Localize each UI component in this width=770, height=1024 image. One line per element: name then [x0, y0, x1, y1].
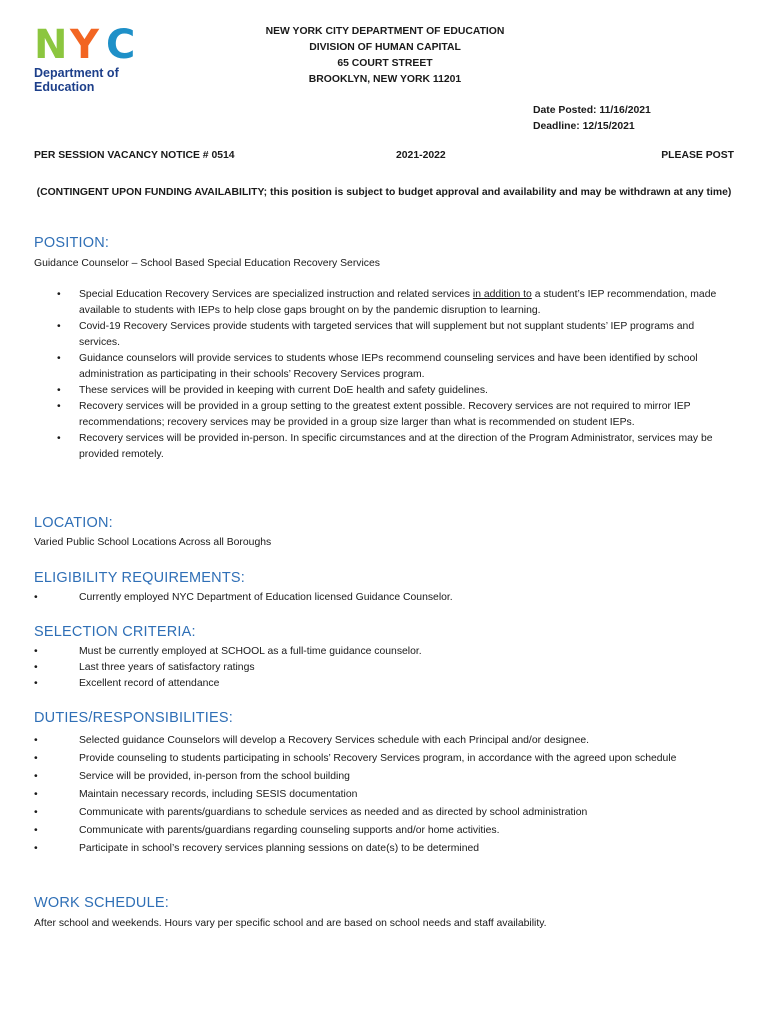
- logo-letter-n: N: [34, 22, 68, 68]
- eligibility-bullets: [34, 590, 734, 606]
- location-text: Varied Public School Locations Across all Boroughs: [34, 537, 272, 548]
- list-item: • Provide counseling to students participating in schools’ Recovery Services program, in accordance with the agreed upon schedule: [34, 751, 734, 767]
- logo-line-1: Department of: [34, 66, 119, 80]
- duties-heading: DUTIES/RESPONSIBILITIES:: [34, 710, 233, 726]
- position-bullet: [57, 351, 732, 383]
- notice-number: PER SESSION VACANCY NOTICE # 0514: [34, 150, 235, 161]
- bullet-text: Recovery services will be provided in-person. In specific circumstances and at the direction of the Program Administrator, services may be provided remotely.: [79, 433, 713, 460]
- schedule-heading: WORK SCHEDULE:: [34, 895, 169, 911]
- list-item: • Communicate with parents/guardians regarding counseling supports and/or home activities.: [34, 823, 734, 839]
- header-line-2: DIVISION OF HUMAN CAPITAL: [309, 42, 461, 53]
- header-line-4: BROOKLYN, NEW YORK 11201: [308, 74, 462, 85]
- bullet-text: Recovery services will be provided in a group setting to the greatest extent possible. Recovery services are not required to mirror IEP recommendations; recovery services may be provided in a group size larger than what is recommended on student IEPs.: [79, 401, 691, 428]
- bullet-text: These services will be provided in keeping with current DoE health and safety guidelines.: [79, 385, 488, 396]
- list-item: • Participate in school’s recovery services planning sessions on date(s) to be determined: [34, 841, 734, 857]
- list-item: • Excellent record of attendance: [34, 676, 734, 692]
- position-bullet: [57, 399, 732, 431]
- position-bullets: [57, 287, 732, 463]
- header-line-3: 65 COURT STREET: [337, 58, 433, 69]
- logo-letter-c: C: [106, 22, 136, 68]
- list-item: • Must be currently employed at SCHOOL as a full-time guidance counselor.: [34, 644, 734, 660]
- date-posted: Date Posted: 11/16/2021: [533, 105, 651, 116]
- bullet-text-continued: a student’s IEP recommendation, made available to students with IEPs to help close gaps brought on by the pandemic disruption to learning.: [79, 289, 717, 316]
- location-heading: LOCATION:: [34, 515, 113, 531]
- bullet-text: Special Education Recovery Services are specialized instruction and related services: [79, 289, 473, 300]
- deadline: Deadline: 12/15/2021: [533, 121, 635, 132]
- position-title: Guidance Counselor – School Based Special Education Recovery Services: [34, 258, 380, 269]
- please-post: PLEASE POST: [661, 150, 734, 161]
- school-year: 2021-2022: [396, 150, 446, 161]
- selection-heading: SELECTION CRITERIA:: [34, 624, 196, 640]
- position-bullet: [57, 287, 732, 319]
- notice-row: [34, 150, 734, 166]
- list-item: • Service will be provided, in-person from the school building: [34, 769, 734, 785]
- list-item: • Currently employed NYC Department of Education licensed Guidance Counselor.: [34, 590, 734, 606]
- position-bullet: [57, 383, 732, 399]
- bullet-text: Covid-19 Recovery Services provide students with targeted services that will supplement but not supplant students’ IEP programs and services.: [79, 321, 695, 348]
- list-item: • Last three years of satisfactory ratings: [34, 660, 734, 676]
- logo-letter-y: Y: [70, 22, 99, 68]
- list-item: • Maintain necessary records, including SESIS documentation: [34, 787, 734, 803]
- bullet-underlined-text: in addition to: [472, 289, 532, 300]
- list-item: • Communicate with parents/guardians to schedule services as needed and as directed by school administration: [34, 805, 734, 821]
- agency-header: [180, 24, 590, 88]
- position-bullet: [57, 431, 732, 463]
- duties-bullets: [34, 733, 734, 859]
- eligibility-heading: ELIGIBILITY REQUIREMENTS:: [34, 570, 246, 586]
- list-item: • Selected guidance Counselors will develop a Recovery Services schedule with each Principal and/or designee.: [34, 733, 734, 749]
- logo-line-2: Education: [34, 80, 95, 94]
- header-line-1: NEW YORK CITY DEPARTMENT OF EDUCATION: [265, 26, 505, 37]
- contingent-statement: (CONTINGENT UPON FUNDING AVAILABILITY; this position is subject to budget approval and availability and may be withdrawn at any time): [36, 187, 732, 198]
- logo-department-label: [34, 66, 119, 94]
- schedule-text: After school and weekends. Hours vary per specific school and are based on school needs and staff availability.: [34, 918, 547, 929]
- position-bullet: [57, 319, 732, 351]
- posting-dates: [533, 103, 651, 135]
- bullet-text: Guidance counselors will provide services to students whose IEPs recommend counseling services and have been identified by school administration as participating in their schools’ Recovery Services program.: [79, 353, 698, 380]
- selection-bullets: [34, 644, 734, 692]
- position-heading: POSITION:: [34, 235, 110, 251]
